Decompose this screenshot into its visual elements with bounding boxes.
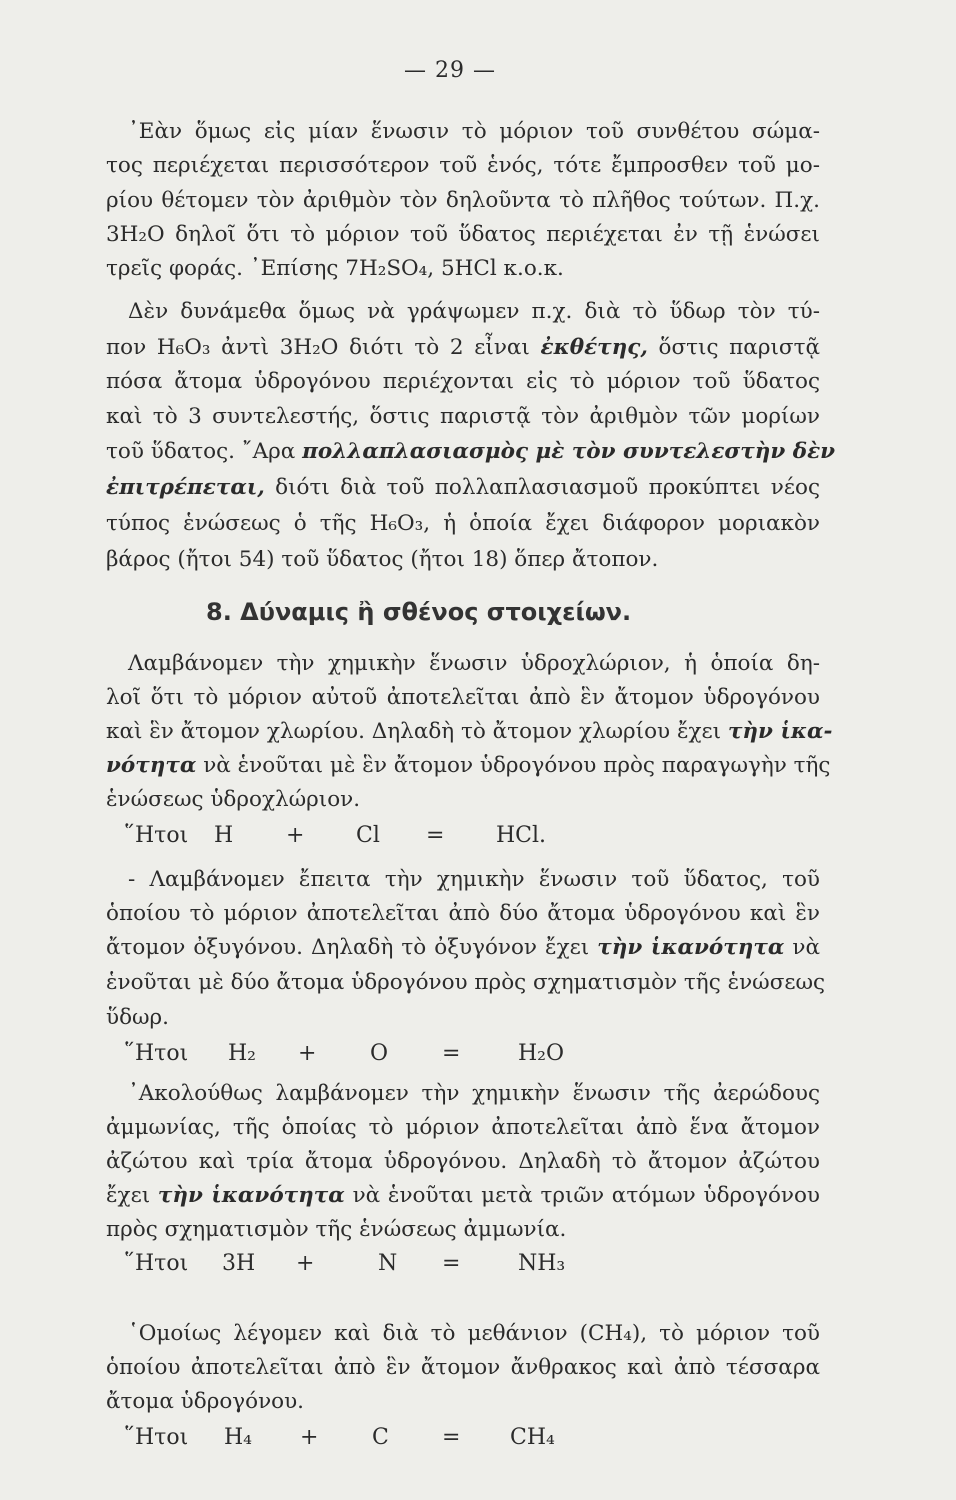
text-line: ἑνώσεως ὑδροχλώριον. <box>106 787 361 812</box>
text-line: πον H₆O₃ ἀντὶ 3H₂O διότι τὸ 2 εἶναι ἐκθέτης, ὅστις παριστᾷ <box>106 335 820 360</box>
text-line: ὁποίου ἀποτελεῖται ἀπὸ ἓν ἄτομον ἄνθρακος καὶ ἀπὸ τέσσαρα <box>106 1355 820 1380</box>
text-line: καὶ ἓν ἄτομον χλωρίου. Δηλαδὴ τὸ ἄτομον χλωρίου ἔχει τὴν ἱκα- <box>106 719 833 744</box>
section-heading: 8. Δύναμις ἢ σθένος στοιχείων. <box>206 598 632 626</box>
text-line: τρεῖς φοράς. ᾿Επίσης 7H₂SO₄, 5HCl κ.ο.κ. <box>106 256 564 281</box>
emphasis: ἐκθέτης, <box>540 335 648 360</box>
equation-water: ῞Ητοι H₂ + O = H₂O <box>124 1041 565 1066</box>
emphasis: τὴν ἱκανότητα <box>597 935 785 960</box>
text-line: Δὲν δυνάμεθα ὅμως νὰ γράψωμεν π.χ. διὰ τὸ ὕδωρ τὸν τύ- <box>128 299 820 324</box>
text-line: ᾿Ακολούθως λαμβάνομεν τὴν χημικὴν ἕνωσιν τῆς ἀερώδους <box>128 1081 820 1106</box>
text-line: ἑνοῦται μὲ δύο ἄτομα ὑδρογόνου πρὸς σχηματισμὸν τῆς ἑνώσεως <box>106 970 826 995</box>
text-line: πόσα ἄτομα ὑδρογόνου περιέχονται εἰς τὸ μόριον τοῦ ὕδατος <box>106 369 820 394</box>
text-line: τοῦ ὕδατος. ῎Αρα πολλαπλασιασμὸς μὲ τὸν συντελεστὴν δὲν <box>106 439 836 464</box>
emphasis: νότητα <box>106 753 197 778</box>
text-line: ῾Ομοίως λέγομεν καὶ διὰ τὸ μεθάνιον (CH₄), τὸ μόριον τοῦ <box>128 1321 820 1346</box>
text-line: ρίου θέτομεν τὸν ἀριθμὸν τὸν δηλοῦντα τὸ πλῆθος τούτων. Π.χ. <box>106 188 820 213</box>
text-line: ἐπιτρέπεται, διότι διὰ τοῦ πολλαπλασιασμοῦ προκύπτει νέος <box>106 475 820 500</box>
emphasis: πολλαπλασιασμὸς μὲ τὸν συντελεστὴν δὲν <box>302 439 836 464</box>
text-line: ἄτομον ὀξυγόνου. Δηλαδὴ τὸ ὀξυγόνον ἔχει τὴν ἱκανότητα νὰ <box>106 935 820 960</box>
text-line: ἔχει τὴν ἱκανότητα νὰ ἑνοῦται μετὰ τριῶν ατόμων ὑδρογόνου <box>106 1183 820 1208</box>
text-line: ἄτομα ὑδρογόνου. <box>106 1389 304 1414</box>
equation-hcl: ῞Ητοι H + Cl = HCl. <box>124 823 547 848</box>
text-line: νότητα νὰ ἑνοῦται μὲ ἓν ἄτομον ὑδρογόνου πρὸς παραγωγὴν τῆς <box>106 753 831 778</box>
text-line: πρὸς σχηματισμὸν τῆς ἑνώσεως ἀμμωνία. <box>106 1217 567 1242</box>
text-line: λοῖ ὅτι τὸ μόριον αὐτοῦ ἀποτελεῖται ἀπὸ ἓν ἄτομον ὑδρογόνου <box>106 685 820 710</box>
text-line: 3H₂O δηλοῖ ὅτι τὸ μόριον τοῦ ὕδατος περιέχεται ἐν τῇ ἑνώσει <box>106 222 820 247</box>
text-line: ᾿Εὰν ὅμως εἰς μίαν ἕνωσιν τὸ μόριον τοῦ συνθέτου σώμα- <box>128 119 820 144</box>
text-line: Λαμβάνομεν τὴν χημικὴν ἕνωσιν ὑδροχλώριον, ἡ ὁποία δη- <box>128 651 820 676</box>
page-number: — 29 — <box>404 58 496 83</box>
equation-methane: ῞Ητοι H₄ + C = CH₄ <box>124 1425 555 1450</box>
text-line: βάρος (ἤτοι 54) τοῦ ὕδατος (ἤτοι 18) ὅπερ ἄτοπον. <box>106 547 659 572</box>
text-line: ἀμμωνίας, τῆς ὁποίας τὸ μόριον ἀποτελεῖται ἀπὸ ἕνα ἄτομον <box>106 1115 820 1140</box>
emphasis: ἐπιτρέπεται, <box>106 475 265 500</box>
text-line: ὁποίου τὸ μόριον ἀποτελεῖται ἀπὸ δύο ἄτομα ὑδρογόνου καὶ ἓν <box>106 901 820 926</box>
text-line: τύπος ἑνώσεως ὁ τῆς H₆O₃, ἡ ὁποία ἔχει διάφορον μοριακὸν <box>106 511 820 536</box>
text-line: - Λαμβάνομεν ἔπειτα τὴν χημικὴν ἕνωσιν τοῦ ὕδατος, τοῦ <box>128 867 820 892</box>
emphasis: τὴν ἱκα- <box>727 719 833 744</box>
text-line: ὕδωρ. <box>106 1005 170 1030</box>
emphasis: τὴν ἱκανότητα <box>157 1183 345 1208</box>
text-line: καὶ τὸ 3 συντελεστής, ὅστις παριστᾷ τὸν ἀριθμὸν τῶν μορίων <box>106 404 820 429</box>
text-line: ἀζώτου καὶ τρία ἄτομα ὑδρογόνου. Δηλαδὴ τὸ ἄτομον ἀζώτου <box>106 1149 820 1174</box>
equation-ammonia: ῞Ητοι 3H + N = NH₃ <box>124 1251 566 1276</box>
text-line: τος περιέχεται περισσότερον τοῦ ἑνός, τότε ἔμπροσθεν τοῦ μο- <box>106 153 820 178</box>
